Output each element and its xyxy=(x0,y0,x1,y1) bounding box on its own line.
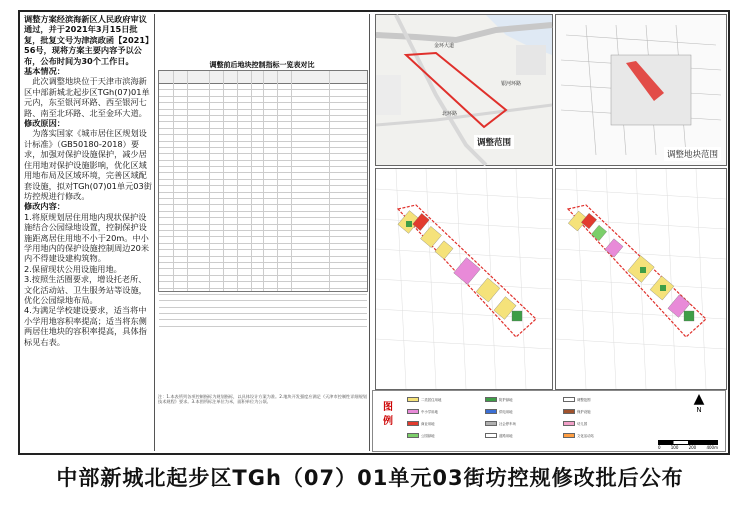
legend-item xyxy=(563,397,591,402)
legend-swatch xyxy=(563,409,575,414)
intro-paragraph: 调整方案经滨海新区人民政府审议通过，并于2021年3月15日批复，批复文号为津滨政函【2021】56号，现将方案主要内容予以公布，公布时间为30个工作日。 xyxy=(24,14,150,66)
road-label: 北环路 xyxy=(442,111,458,117)
content-item-4: 4.为满足学校建设要求，适当将中小学用地容积率提高；适当将东侧两居住地块的容积率提高，具体指标见右表。 xyxy=(24,305,147,347)
scale-label: 400m xyxy=(706,445,718,450)
legend-item xyxy=(407,397,441,402)
location-map xyxy=(375,14,553,166)
control-index-table xyxy=(158,70,368,292)
legend-label: 文化活动站 xyxy=(577,434,594,438)
scale-bar xyxy=(658,440,718,450)
north-arrow-icon: ▲ xyxy=(693,391,705,407)
north-arrow xyxy=(684,392,714,414)
unit-map-svg xyxy=(556,15,726,165)
legend-swatch xyxy=(485,433,497,438)
legend-swatch xyxy=(407,433,419,438)
legend-item xyxy=(407,433,435,438)
legend-title: 图例 xyxy=(383,402,393,427)
legend-label: 防护绿地 xyxy=(499,398,513,402)
unit-range-label: 调整地块范围 xyxy=(664,147,721,161)
legend-swatch xyxy=(407,409,419,414)
legend-label: 幼儿园 xyxy=(577,422,588,426)
legend-swatch xyxy=(563,397,575,402)
content-item-2: 2.保留现状公用设施用地。 xyxy=(24,263,122,274)
road-label: 银河环路 xyxy=(501,81,522,87)
table-notes: 注：1.本表所列各项控制指标为规划指标，以具体设计方案为准。2.地块开发强度应满足《天津市控制性详细规划技术规程》要求。3.本图所标注单位为米，面积单位为公顷。 xyxy=(158,394,367,405)
legend-item xyxy=(563,421,587,426)
legend-item xyxy=(563,433,594,438)
legend-label: 保护设施 xyxy=(577,410,591,414)
legend-label: 调整范围 xyxy=(577,398,591,402)
legend-item xyxy=(485,433,513,438)
scale-label: 100 xyxy=(670,445,679,450)
divider-1 xyxy=(154,14,155,451)
table-title: 调整前后地块控制指标一览表对比 xyxy=(209,61,315,69)
road-label: 金环大道 xyxy=(434,43,455,49)
legend-label: 中小学用地 xyxy=(421,410,438,414)
legend-item xyxy=(563,409,591,414)
control-index-table-area xyxy=(156,14,368,451)
legend-item xyxy=(407,409,438,414)
legend-swatch xyxy=(485,421,497,426)
content-item-1: 1.将原规划居住用地内现状保护设施结合公园绿地设置，控制保护设施距离居住用地不小于20m。中小学用地内的保护设施控制周边20米内不得建设建构筑物。 xyxy=(24,211,150,264)
north-label: N xyxy=(696,406,702,414)
legend-swatch xyxy=(485,397,497,402)
legend-item xyxy=(485,397,513,402)
legend-swatch xyxy=(407,397,419,402)
after-map-svg xyxy=(556,169,726,389)
legend-swatch xyxy=(407,421,419,426)
legend-label: 道路用地 xyxy=(499,434,513,438)
legend-label: 商业用地 xyxy=(421,422,435,426)
announcement-text xyxy=(24,14,152,451)
legend-swatch xyxy=(563,433,575,438)
legend-label: 社会停车场 xyxy=(499,422,516,426)
legend-item xyxy=(407,421,435,426)
legend-label: 二类居住用地 xyxy=(421,398,442,402)
adjust-range-label: 调整范围 xyxy=(474,135,514,149)
before-map-svg xyxy=(376,169,552,389)
legend-swatch xyxy=(485,409,497,414)
legend-label: 供电用地 xyxy=(499,410,513,414)
unit-map xyxy=(555,14,727,166)
before-map xyxy=(375,168,553,390)
scale-label: 200 xyxy=(688,445,697,450)
legend-item xyxy=(485,409,513,414)
after-map xyxy=(555,168,727,390)
page-title: 中部新城北起步区TGh（07）01单元03街坊控规修改批后公布 xyxy=(56,466,684,490)
reason-heading: 修改原因： xyxy=(24,118,65,129)
legend-label: 公园绿地 xyxy=(421,434,435,438)
scale-label: 0 xyxy=(658,445,661,450)
location-map-svg xyxy=(376,15,552,165)
table-row xyxy=(159,320,367,326)
legend-item xyxy=(485,421,516,426)
basic-heading: 基本情况： xyxy=(24,66,65,77)
legend-swatch xyxy=(563,421,575,426)
divider-2 xyxy=(369,14,370,451)
reason-body: 为落实国家《城市居住区规划设计标准》（GB50180-2018）要求，加强对保护设施保护，减少居住用地对保护设施影响，优化区域用地布局及区域环境，完善区域配套设施，拟对TGh(07)01单元03街坊控规进行修改。 xyxy=(24,128,152,201)
content-heading: 修改内容： xyxy=(24,201,65,212)
content-item-3: 3.按照生活圈要求，增设托老所、文化活动站、卫生服务站等设施，优化公园绿地布局。 xyxy=(24,274,147,305)
basic-body: 此次调整地块位于天津市滨海新区中部新城北起步区TGh(07)01单元内，东至银河环路、西至银河七路、南至北环路、北至金环大道。 xyxy=(24,76,150,118)
